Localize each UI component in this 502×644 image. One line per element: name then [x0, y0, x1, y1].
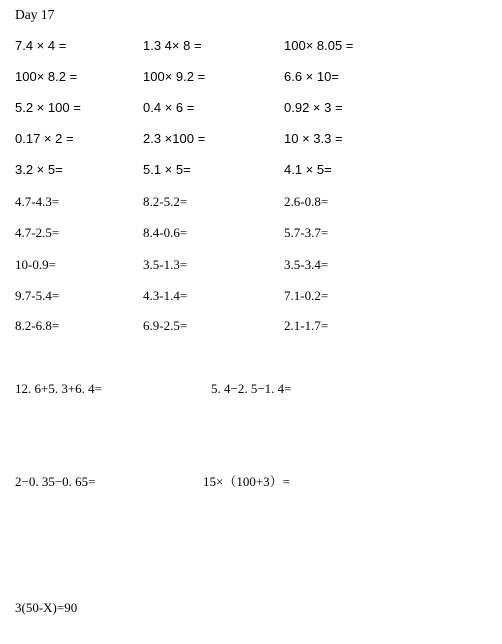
problem-r8-c2: 3.5-1.3=	[143, 257, 188, 272]
problem-r9-c3: 7.1-0.2=	[284, 288, 329, 303]
problem-r6-c3: 2.6-0.8=	[284, 194, 329, 209]
day-title: Day 17	[15, 7, 55, 22]
problem-r10-c2: 6.9-2.5=	[143, 318, 188, 333]
long-problem-4: 15×（100+3）=	[203, 474, 290, 489]
problem-r2-c2: 100× 9.2 =	[143, 69, 206, 84]
problem-r2-c3: 6.6 × 10=	[284, 69, 339, 84]
problem-r6-c2: 8.2-5.2=	[143, 194, 188, 209]
problem-r9-c1: 9.7-5.4=	[15, 288, 60, 303]
problem-r5-c3: 4.1 × 5=	[284, 162, 332, 177]
problem-r1-c2: 1.3 4× 8 =	[143, 38, 202, 53]
problem-r5-c1: 3.2 × 5=	[15, 162, 63, 177]
equation-problem: 3(50-X)=90	[15, 600, 78, 615]
long-problem-1: 12. 6+5. 3+6. 4=	[15, 381, 102, 396]
problem-r7-c3: 5.7-3.7=	[284, 225, 329, 240]
problem-r2-c1: 100× 8.2 =	[15, 69, 78, 84]
problem-r3-c2: 0.4 × 6 =	[143, 100, 195, 115]
problem-r1-c1: 7.4 × 4 =	[15, 38, 67, 53]
problem-r8-c3: 3.5-3.4=	[284, 257, 329, 272]
long-problem-3: 2−0. 35−0. 65=	[15, 474, 96, 489]
problem-r4-c3: 10 × 3.3 =	[284, 131, 343, 146]
problem-r10-c3: 2.1-1.7=	[284, 318, 329, 333]
problem-r5-c2: 5.1 × 5=	[143, 162, 191, 177]
problem-r10-c1: 8.2-6.8=	[15, 318, 60, 333]
problem-r3-c1: 5.2 × 100 =	[15, 100, 81, 115]
problem-r7-c2: 8.4-0.6=	[143, 225, 188, 240]
problem-r8-c1: 10-0.9=	[15, 257, 56, 272]
problem-r4-c1: 0.17 × 2 =	[15, 131, 74, 146]
problem-r7-c1: 4.7-2.5=	[15, 225, 60, 240]
problem-r1-c3: 100× 8.05 =	[284, 38, 354, 53]
problem-r9-c2: 4.3-1.4=	[143, 288, 188, 303]
problem-r6-c1: 4.7-4.3=	[15, 194, 60, 209]
problem-r3-c3: 0.92 × 3 =	[284, 100, 343, 115]
problem-r4-c2: 2.3 ×100 =	[143, 131, 206, 146]
long-problem-2: 5. 4−2. 5−1. 4=	[211, 381, 292, 396]
